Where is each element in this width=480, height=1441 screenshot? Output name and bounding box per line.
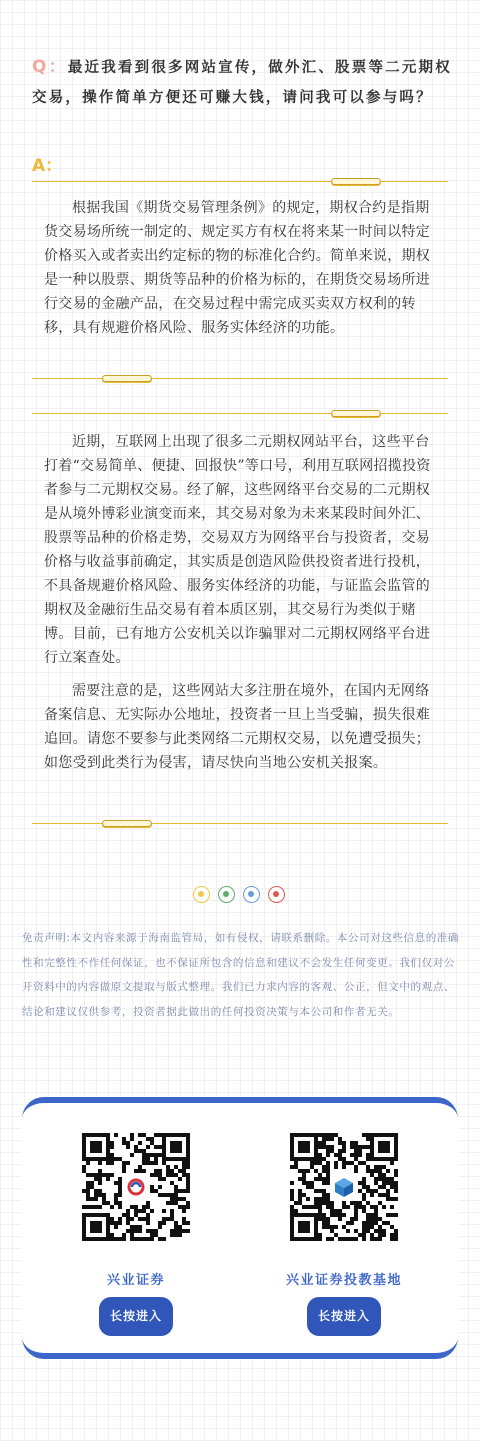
divider-line [32, 823, 448, 824]
divider-pill [331, 178, 381, 185]
question-text: 最近我看到很多网站宣传，做外汇、股票等二元期权交易，操作简单方便还可赚大钱，请问我可以参与吗？ [32, 60, 452, 106]
qr-code-2[interactable] [290, 1133, 398, 1241]
yellow-dot-icon [193, 886, 210, 903]
divider-pill [331, 410, 381, 417]
divider-line [32, 378, 448, 379]
divider-pill [102, 820, 152, 827]
question [32, 52, 452, 113]
divider-pill [102, 375, 152, 382]
long-press-enter-button-1[interactable]: 长按进入 [99, 1297, 173, 1336]
qr-name-1: 兴业证券 [106, 1273, 165, 1288]
question-mark: Q： [32, 57, 68, 77]
qr-name-2: 兴业证券投教基地 [285, 1273, 402, 1288]
answer-paragraph-2: 近期，互联网上出现了很多二元期权网站平台，这些平台打着“交易简单、便捷、回报快”等口号，利用互联网招揽投资者参与二元期权交易。经了解，这些网络平台交易的二元期权是从境外博彩业演变而来，其交易对象为未来某段时间外汇、股票等品种的价格走势，交易双方为网络平台与投资者，交易价格与收益事前确定，其实质是创造风险供投资者进行投机，不具备规避价格风险、服务实体经济的功能，与证监会监管的期权及金融衍生品交易有着本质区别，其交易行为类似于赌博。目前，已有地方公安机关以诈骗罪对二元期权网络平台进行立案查处。 [44, 434, 431, 666]
qr-code-card [22, 1097, 458, 1359]
answer-paragraph-1: 根据我国《期货交易管理条例》的规定，期权合约是指期货交易场所统一制定的、规定买方有权在将来某一时间以特定价格买入或者卖出约定标的物的标准化合约。简单来说，期权是一种以股票、期货等品种的价格为标的，在期货交易场所进行交易的金融产品，在交易过程中需完成买卖双方权利的转移，具有规避价格风险、服务实体经济的功能。 [44, 200, 431, 336]
brand-logo-icon [126, 1177, 146, 1197]
blue-dot-icon [243, 886, 260, 903]
divider-line [32, 181, 448, 182]
green-dot-icon [218, 886, 235, 903]
divider-line [32, 413, 448, 414]
disclaimer: 免责声明:本文内容来源于海南监管局，如有侵权，请联系删除。本公司对这些信息的准确性和完整性不作任何保证，也不保证所包含的信息和建议不会发生任何变更。我们仅对公开资料中的内容做原文提取与版式整理。我们已力求内容的客观、公正，但文中的观点、结论和建议仅供参考，投资者据此做出的任何投资决策与本公司和作者无关。 [22, 932, 460, 1018]
cube-logo-icon [330, 1173, 358, 1201]
answer-paragraph-3: 需要注意的是，这些网站大多注册在境外，在国内无网络备案信息、无实际办公地址，投资者一旦上当受骗，损失很难追回。请您不要参与此类网络二元期权交易，以免遭受损失；如您受到此类行为侵害，请尽快向当地公安机关报案。 [44, 683, 431, 771]
decorative-dots [193, 886, 293, 904]
qr-code-1[interactable] [82, 1133, 190, 1241]
long-press-enter-button-2[interactable]: 长按进入 [307, 1297, 381, 1336]
answer-mark: A： [32, 156, 63, 176]
red-dot-icon [268, 886, 285, 903]
